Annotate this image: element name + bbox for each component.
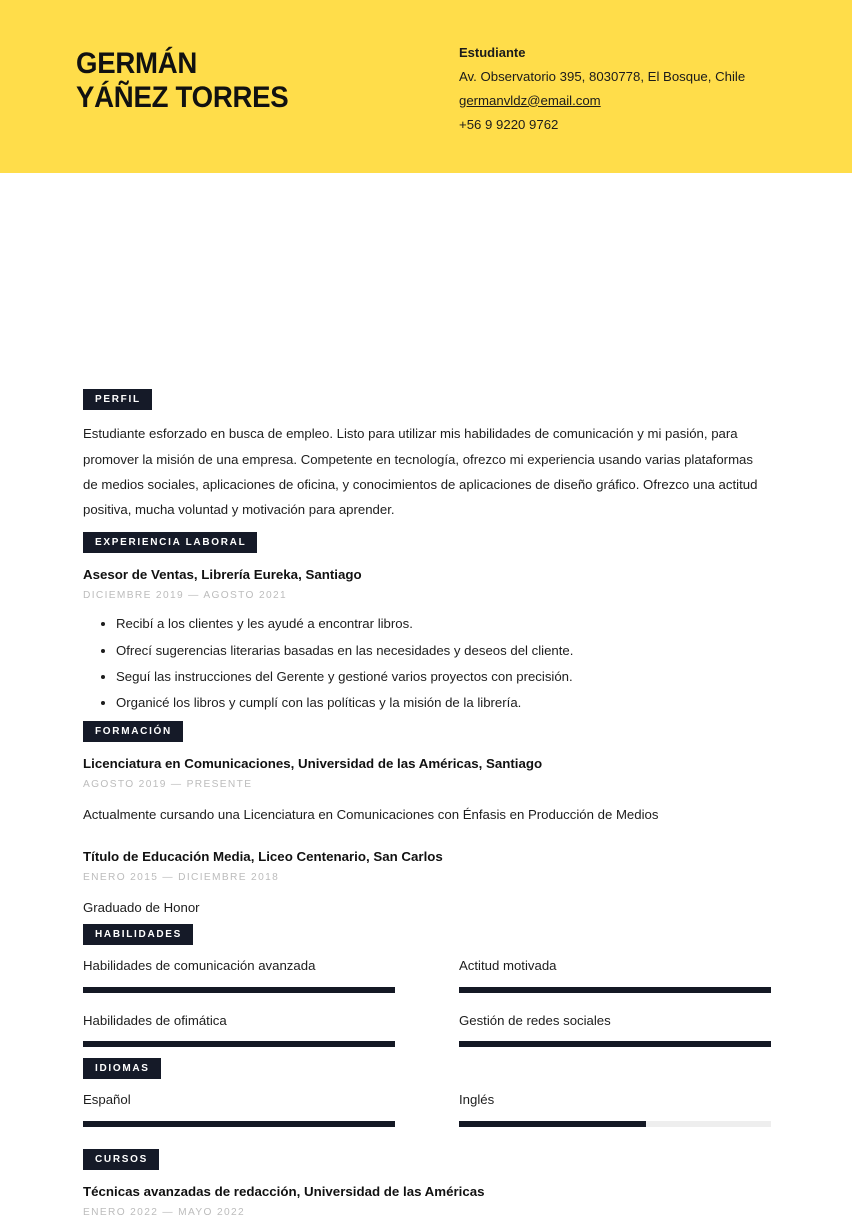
language-meter-track [459, 1121, 771, 1127]
education-description: Graduado de Honor [83, 900, 200, 916]
section-habilidades [83, 924, 771, 1066]
skill-label: Gestión de redes sociales [459, 1012, 611, 1028]
experience-title: Asesor de Ventas, Librería Eureka, Santiago [83, 567, 362, 583]
skill-meter-track [83, 1041, 395, 1047]
language-meter-track [83, 1121, 395, 1127]
candidate-role: Estudiante [459, 45, 526, 60]
language-meter-fill [459, 1121, 646, 1127]
language-label: Inglés [459, 1092, 495, 1108]
section-badge-cursos: CURSOS [83, 1149, 159, 1170]
education-title: Licenciatura en Comunicaciones, Universidad de las Américas, Santiago [83, 756, 543, 772]
education-description: Actualmente cursando una Licenciatura en Comunicaciones con Énfasis en Producción de Medios [83, 807, 659, 823]
skill-meter-fill [83, 987, 395, 993]
skill-meter-fill [459, 1041, 771, 1047]
contact-phone: +56 9 9220 9762 [459, 116, 559, 132]
section-badge-habilidades: HABILIDADES [83, 924, 193, 945]
name-line-first: GERMÁN [76, 47, 198, 80]
language-item [83, 1091, 395, 1145]
candidate-name [76, 47, 307, 115]
section-badge-formacion: FORMACIÓN [83, 721, 183, 742]
skill-label: Actitud motivada [459, 958, 557, 974]
section-badge-perfil: PERFIL [83, 389, 152, 410]
education-title: Título de Educación Media, Liceo Centenario, San Carlos [83, 849, 443, 865]
experience-entry [83, 566, 771, 714]
section-badge-idiomas: IDIOMAS [83, 1058, 161, 1079]
contact-address: Av. Observatorio 395, 8030778, El Bosque, Chile [459, 68, 746, 84]
skill-label: Habilidades de ofimática [83, 1012, 227, 1028]
education-entry [83, 755, 771, 825]
contact-email-link[interactable]: germanvldz@email.com [459, 92, 601, 108]
language-item [459, 1091, 771, 1145]
language-label: Español [83, 1092, 131, 1108]
skill-meter-fill [83, 1041, 395, 1047]
experience-bullet-list [83, 614, 771, 714]
skill-meter-track [83, 987, 395, 993]
perfil-text: Estudiante esforzado en busca de empleo. Listo para utilizar mis habilidades de comunicación y mi pasión, para promover la misión de una empresa. Competente en tecnología, ofrezco mi experiencia usando varias plataformas de medios sociales, aplicaciones de oficina, y conocimientos de aplicaciones de diseño gráfico. Ofrezco una actitud positiva, mucha voluntad y motivación para aprender. [83, 426, 758, 518]
contact-details [459, 41, 745, 137]
skill-item [83, 957, 395, 1011]
list-item: Recibí a los clientes y les ayudé a encontrar libros. [101, 614, 771, 634]
list-item: Ofrecí sugerencias literarias basadas en las necesidades y deseos del cliente. [101, 641, 771, 661]
section-cursos [83, 1149, 771, 1219]
course-entry [83, 1183, 771, 1219]
list-item: Seguí las instrucciones del Gerente y gestioné varios proyectos con precisión. [101, 667, 771, 687]
list-item: Organicé los libros y cumplí con las políticas y la misión de la librería. [101, 693, 771, 713]
education-dates: AGOSTO 2019 — PRESENTE [83, 778, 253, 790]
education-entry [83, 848, 771, 918]
section-perfil [83, 389, 771, 523]
experience-dates: DICIEMBRE 2019 — AGOSTO 2021 [83, 589, 288, 601]
section-experiencia [83, 532, 771, 720]
section-formacion [83, 721, 771, 918]
language-meter-fill [83, 1121, 395, 1127]
section-idiomas [83, 1058, 771, 1146]
skill-meter-track [459, 1041, 771, 1047]
skills-grid [83, 957, 771, 1066]
education-dates: ENERO 2015 — DICIEMBRE 2018 [83, 871, 280, 883]
skill-item [459, 957, 771, 1011]
languages-grid [83, 1091, 771, 1145]
course-dates: ENERO 2022 — MAYO 2022 [83, 1206, 246, 1218]
skill-label: Habilidades de comunicación avanzada [83, 958, 316, 974]
skill-meter-fill [459, 987, 771, 993]
skill-meter-track [459, 987, 771, 993]
resume-header-band [0, 0, 852, 173]
course-title: Técnicas avanzadas de redacción, Universidad de las Américas [83, 1184, 485, 1200]
name-line-last: YÁÑEZ TORRES [76, 81, 289, 115]
section-badge-experiencia: EXPERIENCIA LABORAL [83, 532, 257, 553]
